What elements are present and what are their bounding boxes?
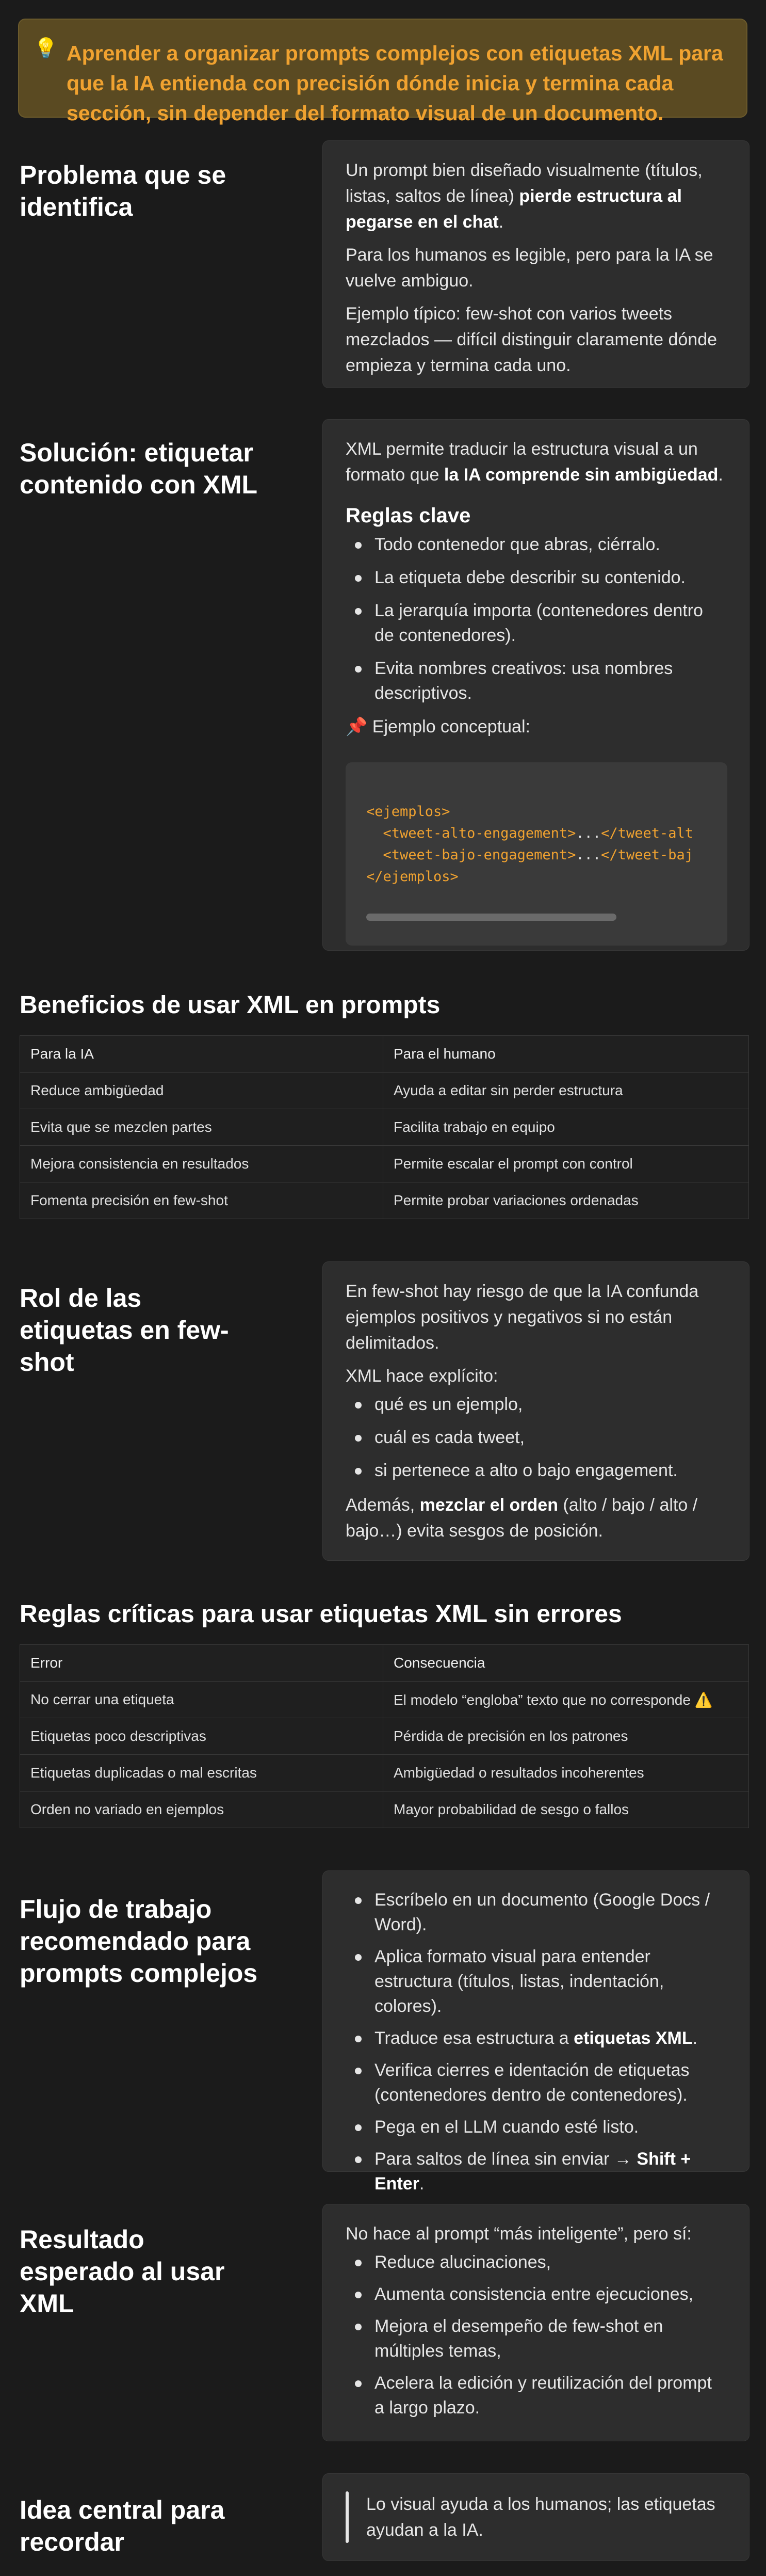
table-cell: Mejora consistencia en resultados [20,1146,383,1182]
table-cell: Etiquetas poco descriptivas [20,1718,383,1755]
table-cell: Fomenta precisión en few-shot [20,1182,383,1219]
table-header: Consecuencia [383,1645,749,1682]
rol-item: cuál es cada tweet, [346,1425,726,1450]
rules-list [346,532,726,706]
card-idea [322,2473,749,2561]
flujo-item: Pega en el LLM cuando esté listo. [346,2115,726,2139]
flujo-list [346,1887,726,2196]
table-row [20,1146,749,1182]
table-cell: Permite escalar el prompt con control [383,1146,749,1182]
table-header: Para la IA [20,1036,383,1073]
table-row [20,1755,749,1791]
table-header-row [20,1036,749,1073]
problema-p2: Para los humanos es legible, pero para la IA se vuelve ambiguo. [346,245,713,291]
table-cell: Ayuda a editar sin perder estructura [383,1073,749,1109]
resultado-item: Acelera la edición y reutilización del prompt a largo plazo. [346,2371,726,2420]
rol-p1: En few-shot hay riesgo de que la IA confunda ejemplos positivos y negativos si no están delimitados. [346,1282,699,1353]
rol-list [346,1392,726,1483]
table-header-row [20,1645,749,1682]
table-cell: Reduce ambigüedad [20,1073,383,1109]
flujo-item: Escríbelo en un documento (Google Docs / Word). [346,1887,726,1937]
card-solucion [322,419,749,951]
section-title-idea: Idea central para recordar [20,2495,225,2556]
problema-p3: Ejemplo típico: few-shot con varios tweets mezclados — difícil distinguir claramente dónde empieza y termina cada uno. [346,304,718,375]
table-cell: No cerrar una etiqueta [20,1682,383,1718]
flujo-item: Para saltos de línea sin enviar → Shift + Enter. [346,2147,726,2196]
summary-callout [18,19,747,125]
table-row [20,1791,749,1828]
resultado-item: Reduce alucinaciones, [346,2250,726,2275]
table-row [20,1718,749,1755]
solucion-intro: XML permite traducir la estructura visual a un formato que la IA comprende sin ambigüedad. [346,439,723,485]
table-cell: Ambigüedad o resultados incoherentes [383,1755,749,1791]
card-flujo [322,1870,749,2194]
quote-bar [346,2491,349,2543]
rol-item: qué es un ejemplo, [346,1392,726,1417]
idea-quote: Lo visual ayuda a los humanos; las etiquetas ayudan a la IA. [366,2494,715,2540]
table-row [20,1109,749,1146]
table-cell: Orden no variado en ejemplos [20,1791,383,1828]
rule-item: La etiqueta debe describir su contenido. [346,565,726,590]
lightbulb-icon: 💡 [34,38,58,59]
table-cell: Evita que se mezclen partes [20,1109,383,1146]
section-title-rol: Rol de las etiquetas en few-shot [20,1284,229,1377]
resultado-list [346,2250,726,2420]
card-problema [322,140,749,388]
table-row [20,1182,749,1219]
table-row [20,1073,749,1109]
code-scrollbar[interactable] [366,914,616,921]
table-cell: Etiquetas duplicadas o mal escritas [20,1755,383,1791]
table-row [20,1682,749,1718]
callout-text: Aprender a organizar prompts complejos con etiquetas XML para que la IA entienda con precisión dónde inicia y termina cada sección, sin depender del formato visual de un documento. [67,41,723,125]
section-title-problema: Problema que se identifica [20,161,226,221]
section-title-beneficios: Beneficios de usar XML en prompts [20,991,441,1019]
resultado-intro: No hace al prompt “más inteligente”, pero sí: [346,2224,692,2244]
rol-p2: XML hace explícito: [346,1366,498,1386]
resultado-item: Aumenta consistencia entre ejecuciones, [346,2282,726,2307]
rules-heading: Reglas clave [346,504,471,527]
table-cell: El modelo “engloba” texto que no corresponde ⚠️ [383,1682,749,1718]
flujo-item: Traduce esa estructura a etiquetas XML. [346,2026,726,2051]
section-title-flujo: Flujo de trabajo recomendado para prompts complejos [20,1895,258,1988]
table-cell: Pérdida de precisión en los patrones [383,1718,749,1755]
table-cell: Mayor probabilidad de sesgo o fallos [383,1791,749,1828]
table-header: Para el humano [383,1036,749,1073]
problema-p1: Un prompt bien diseñado visualmente (títulos, listas, saltos de línea) pierde estructura al pegarse en el chat. [346,161,703,232]
section-title-reglas: Reglas críticas para usar etiquetas XML sin errores [20,1601,622,1628]
rol-item: si pertenece a alto o bajo engagement. [346,1458,726,1483]
card-resultado [322,2204,749,2441]
rules-table [20,1644,749,1828]
card-rol [322,1261,749,1561]
flujo-item: Verifica cierres e identación de etiquetas (contenedores dentro de contenedores). [346,2058,726,2107]
resultado-item: Mejora el desempeño de few-shot en múltiples temas, [346,2314,726,2363]
rol-p3: Además, mezclar el orden (alto / bajo / alto / bajo…) evita sesgos de posición. [346,1495,698,1541]
table-header: Error [20,1645,383,1682]
benefits-table [20,1035,749,1219]
example-label: 📌 Ejemplo conceptual: [346,717,530,737]
rule-item: La jerarquía importa (contenedores dentro de contenedores). [346,598,726,648]
code-block: <ejemplos> <tweet-alto-engagement>...</tweet-alt <tweet-bajo-engagement>...</tweet-baj </ejemplos> [346,762,727,946]
section-title-solucion: Solución: etiquetar contenido con XML [20,438,258,499]
table-cell: Permite probar variaciones ordenadas [383,1182,749,1219]
section-title-resultado: Resultado esperado al usar XML [20,2225,225,2318]
rule-item: Evita nombres creativos: usa nombres descriptivos. [346,656,726,706]
table-cell: Facilita trabajo en equipo [383,1109,749,1146]
flujo-item: Aplica formato visual para entender estructura (títulos, listas, indentación, colores). [346,1944,726,2019]
rule-item: Todo contenedor que abras, ciérralo. [346,532,726,557]
